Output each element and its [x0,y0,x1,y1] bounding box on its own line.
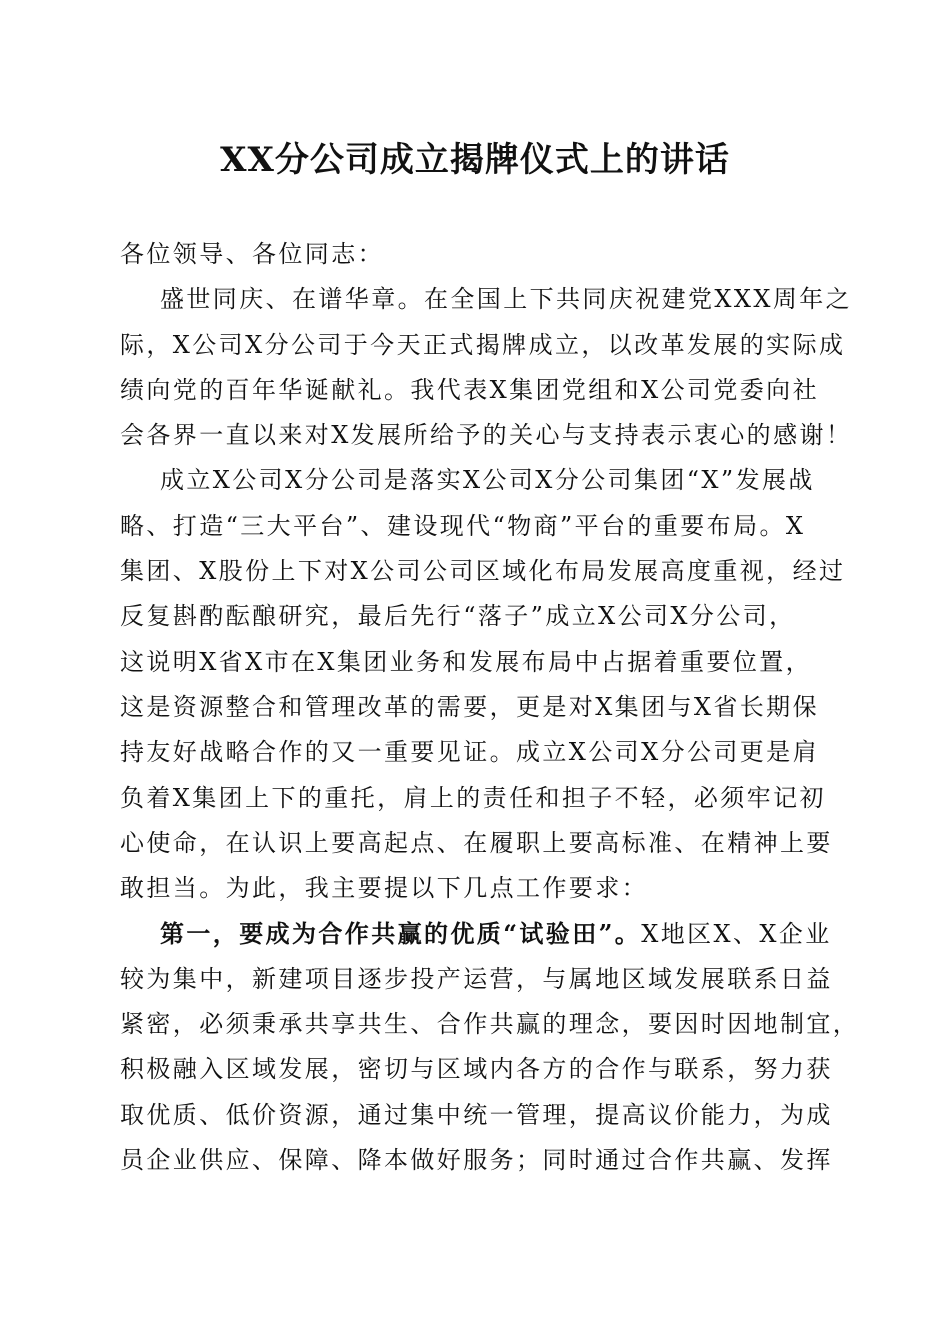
document-body [120,232,860,1183]
paragraph-line: 较为集中，新建项目逐步投产运营，与属地区域发展联系日益 [120,964,833,993]
paragraph-line: 积极融入区域发展，密切与区域内各方的合作与联系，努力获 [120,1055,833,1084]
salutation: 各位领导、各位同志： [120,240,384,268]
paragraph-line: 会各界一直以来对X发展所给予的关心与支持表示衷心的感谢！ [120,421,853,450]
paragraph-line-with-heading [120,911,832,956]
paragraph-line: 取优质、低价资源，通过集中统一管理，提高议价能力，为成 [120,1100,833,1129]
paragraph-line: 持友好战略合作的又一重要见证。成立X公司X分公司更是肩 [120,738,819,767]
paragraph-line: 敢担当。为此，我主要提以下几点工作要求： [120,874,648,903]
paragraph-line: 际，X公司X分公司于今天正式揭牌成立，以改革发展的实际成 [120,330,846,359]
paragraph-line: 这说明X省X市在X集团业务和发展布局中占据着重要位置， [120,647,813,676]
paragraph-line: 略、打造“三大平台”、建设现代“物商”平台的重要布局。X [120,511,806,540]
paragraph-line: 紧密，必须秉承共享共生、合作共赢的理念，要因时因地制宜， [120,1010,860,1039]
paragraph-line: 员企业供应、保障、降本做好服务；同时通过合作共赢、发挥 [120,1145,833,1174]
section-heading-first: 第一，要成为合作共赢的优质“试验田”。 [160,919,642,949]
paragraph-line-rest: X地区X、X企业 [641,920,832,949]
paragraph-line: 心使命，在认识上要高起点、在履职上要高标准、在精神上要 [120,828,833,857]
paragraph-line: 反复斟酌酝酿研究，最后先行“落子”成立X公司X分公司， [120,602,796,631]
paragraph-line: 盛世同庆、在谱华章。在全国上下共同庆祝建党XXX周年之 [160,285,853,314]
document-title: XX分公司成立揭牌仪式上的讲话 [220,140,730,180]
paragraph-line: 负着X集团上下的重托，肩上的责任和担子不轻，必须牢记初 [120,783,826,812]
paragraph-line: 成立X公司X分公司是落实X公司X分公司集团“X”发展战 [160,466,815,495]
paragraph-line: 这是资源整合和管理改革的需要，更是对X集团与X省长期保 [120,692,819,721]
paragraph-line: 集团、X股份上下对X公司公司区域化布局发展高度重视，经过 [120,557,846,586]
paragraph-line: 绩向党的百年华诞献礼。我代表X集团党组和X公司党委向社 [120,375,819,404]
